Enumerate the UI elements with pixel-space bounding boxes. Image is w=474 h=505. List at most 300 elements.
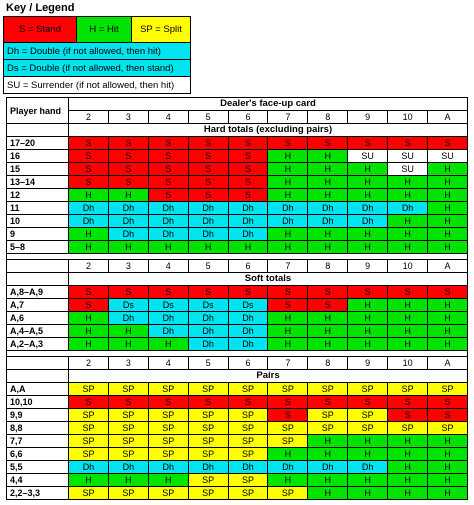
player-hand: 13–14 — [7, 176, 69, 189]
action-cell: SP — [388, 422, 428, 435]
action-cell: SP — [188, 487, 228, 500]
action-cell: Ds — [188, 299, 228, 312]
player-hand: 12 — [7, 189, 69, 202]
player-hand: A,A — [7, 383, 69, 396]
action-cell: H — [428, 338, 468, 351]
action-cell: S — [188, 176, 228, 189]
player-hand: 5,5 — [7, 461, 69, 474]
action-cell: Dh — [348, 215, 388, 228]
blank-cell — [7, 357, 69, 370]
action-cell: SP — [348, 383, 388, 396]
section-title-row — [7, 273, 468, 286]
action-cell: H — [69, 241, 109, 254]
strategy-table-body — [7, 98, 468, 500]
action-cell: S — [388, 286, 428, 299]
player-hand: 11 — [7, 202, 69, 215]
action-cell: H — [428, 461, 468, 474]
action-cell: S — [69, 150, 109, 163]
dealer-card-A: A — [428, 260, 468, 273]
blank-cell — [7, 260, 69, 273]
action-cell: H — [388, 474, 428, 487]
hand-row — [7, 241, 468, 254]
action-cell: S — [188, 137, 228, 150]
action-cell: Ds — [148, 299, 188, 312]
dealer-card-A: A — [428, 111, 468, 124]
legend-split: SP = Split — [132, 17, 191, 43]
action-cell: S — [348, 396, 388, 409]
action-cell: H — [428, 189, 468, 202]
action-cell: SP — [188, 435, 228, 448]
dealer-card-5: 5 — [188, 357, 228, 370]
action-cell: Dh — [69, 461, 109, 474]
action-cell: SP — [268, 435, 308, 448]
action-cell: Dh — [148, 202, 188, 215]
action-cell: Dh — [148, 312, 188, 325]
action-cell: H — [388, 435, 428, 448]
action-cell: S — [428, 137, 468, 150]
action-cell: Dh — [69, 202, 109, 215]
action-cell: S — [268, 396, 308, 409]
player-hand: A,6 — [7, 312, 69, 325]
legend-surrender: SU = Surrender (if not allowed, then hit) — [4, 77, 191, 94]
action-cell: H — [348, 487, 388, 500]
action-cell: H — [308, 474, 348, 487]
action-cell: H — [348, 176, 388, 189]
action-cell: Dh — [388, 202, 428, 215]
action-cell: S — [428, 396, 468, 409]
action-cell: SP — [108, 435, 148, 448]
player-hand: A,2–A,3 — [7, 338, 69, 351]
dealer-card-2: 2 — [69, 260, 109, 273]
hand-row — [7, 228, 468, 241]
action-cell: Dh — [188, 312, 228, 325]
dealer-card-2: 2 — [69, 357, 109, 370]
hand-row — [7, 137, 468, 150]
action-cell: SP — [69, 409, 109, 422]
action-cell: H — [268, 338, 308, 351]
action-cell: Dh — [108, 202, 148, 215]
player-hand: 15 — [7, 163, 69, 176]
dealer-card-4: 4 — [148, 111, 188, 124]
dealer-card-6: 6 — [228, 111, 268, 124]
action-cell: H — [348, 435, 388, 448]
action-cell: H — [348, 474, 388, 487]
action-cell: H — [428, 435, 468, 448]
action-cell: Dh — [228, 228, 268, 241]
action-cell: SP — [108, 422, 148, 435]
action-cell: S — [308, 396, 348, 409]
action-cell: H — [388, 228, 428, 241]
action-cell: SP — [228, 409, 268, 422]
dealer-card-10: 10 — [388, 357, 428, 370]
action-cell: H — [69, 338, 109, 351]
action-cell: H — [268, 163, 308, 176]
player-hand: 16 — [7, 150, 69, 163]
action-cell: H — [348, 189, 388, 202]
dealer-card-header: Dealer's face-up card — [69, 98, 468, 111]
player-hand: 2,2–3,3 — [7, 487, 69, 500]
action-cell: SP — [268, 487, 308, 500]
action-cell: H — [268, 150, 308, 163]
action-cell: H — [268, 176, 308, 189]
action-cell: SP — [188, 448, 228, 461]
hand-row — [7, 299, 468, 312]
action-cell: S — [228, 286, 268, 299]
player-hand: 6,6 — [7, 448, 69, 461]
hand-row — [7, 215, 468, 228]
action-cell: H — [348, 299, 388, 312]
action-cell: S — [148, 137, 188, 150]
dealer-card-row — [7, 111, 468, 124]
action-cell: SP — [69, 422, 109, 435]
hand-row — [7, 396, 468, 409]
action-cell: H — [268, 474, 308, 487]
action-cell: S — [108, 163, 148, 176]
dealer-card-8: 8 — [308, 357, 348, 370]
action-cell: H — [428, 474, 468, 487]
action-cell: H — [348, 448, 388, 461]
action-cell: S — [308, 137, 348, 150]
action-cell: S — [388, 137, 428, 150]
action-cell: H — [69, 228, 109, 241]
action-cell: Dh — [148, 325, 188, 338]
action-cell: SP — [148, 487, 188, 500]
hand-row — [7, 422, 468, 435]
player-hand: 7,7 — [7, 435, 69, 448]
dealer-card-4: 4 — [148, 357, 188, 370]
action-cell: H — [308, 448, 348, 461]
dealer-card-9: 9 — [348, 111, 388, 124]
action-cell: H — [228, 241, 268, 254]
strategy-table — [6, 97, 468, 500]
legend-double-stand: Ds = Double (if not allowed, then stand) — [4, 60, 191, 77]
action-cell: S — [228, 137, 268, 150]
action-cell: Dh — [148, 461, 188, 474]
action-cell: SP — [228, 487, 268, 500]
action-cell: SP — [228, 383, 268, 396]
hand-row — [7, 383, 468, 396]
dealer-card-10: 10 — [388, 111, 428, 124]
action-cell: S — [69, 176, 109, 189]
action-cell: S — [69, 286, 109, 299]
dealer-card-row — [7, 260, 468, 273]
action-cell: S — [228, 189, 268, 202]
dealer-card-4: 4 — [148, 260, 188, 273]
action-cell: S — [69, 163, 109, 176]
action-cell: S — [148, 150, 188, 163]
action-cell: S — [69, 137, 109, 150]
player-hand-header: Player hand — [7, 98, 69, 124]
player-hand: A,4–A,5 — [7, 325, 69, 338]
section-title-row — [7, 370, 468, 383]
action-cell: H — [428, 299, 468, 312]
action-cell: H — [388, 215, 428, 228]
action-cell: H — [388, 487, 428, 500]
action-cell: S — [348, 286, 388, 299]
action-cell: Dh — [188, 202, 228, 215]
action-cell: SP — [148, 448, 188, 461]
action-cell: Dh — [308, 202, 348, 215]
action-cell: H — [148, 338, 188, 351]
action-cell: H — [108, 474, 148, 487]
hand-row — [7, 189, 468, 202]
player-hand: 17–20 — [7, 137, 69, 150]
action-cell: S — [308, 299, 348, 312]
action-cell: Dh — [188, 461, 228, 474]
action-cell: H — [388, 189, 428, 202]
action-cell: H — [308, 163, 348, 176]
action-cell: Dh — [348, 202, 388, 215]
action-cell: S — [108, 396, 148, 409]
action-cell: H — [308, 487, 348, 500]
action-cell: S — [228, 176, 268, 189]
action-cell: Dh — [228, 215, 268, 228]
hand-row — [7, 474, 468, 487]
action-cell: SP — [228, 422, 268, 435]
action-cell: H — [69, 312, 109, 325]
hand-row — [7, 461, 468, 474]
action-cell: H — [268, 325, 308, 338]
action-cell: Dh — [228, 461, 268, 474]
action-cell: Ds — [108, 299, 148, 312]
action-cell: H — [388, 461, 428, 474]
action-cell: S — [348, 137, 388, 150]
action-cell: H — [268, 312, 308, 325]
action-cell: S — [268, 137, 308, 150]
action-cell: H — [308, 176, 348, 189]
blank-cell — [7, 124, 69, 137]
action-cell: H — [348, 241, 388, 254]
action-cell: S — [148, 176, 188, 189]
action-cell: H — [388, 338, 428, 351]
action-cell: SU — [348, 150, 388, 163]
action-cell: H — [108, 189, 148, 202]
action-cell: SP — [188, 383, 228, 396]
action-cell: H — [428, 241, 468, 254]
legend-stand: S = Stand — [4, 17, 77, 43]
legend-double-hit: Dh = Double (if not allowed, then hit) — [4, 43, 191, 60]
player-hand: 8,8 — [7, 422, 69, 435]
action-cell: S — [188, 189, 228, 202]
action-cell: S — [228, 150, 268, 163]
action-cell: SP — [148, 383, 188, 396]
action-cell: H — [108, 338, 148, 351]
action-cell: H — [428, 163, 468, 176]
action-cell: Dh — [308, 461, 348, 474]
hand-row — [7, 163, 468, 176]
action-cell: SP — [188, 409, 228, 422]
action-cell: H — [308, 338, 348, 351]
action-cell: S — [108, 286, 148, 299]
action-cell: H — [428, 448, 468, 461]
action-cell: Dh — [188, 338, 228, 351]
action-cell: SP — [268, 383, 308, 396]
action-cell: H — [428, 487, 468, 500]
action-cell: Dh — [108, 215, 148, 228]
action-cell: Dh — [268, 461, 308, 474]
dealer-card-A: A — [428, 357, 468, 370]
action-cell: Dh — [108, 312, 148, 325]
action-cell: SP — [268, 422, 308, 435]
action-cell: H — [69, 189, 109, 202]
dealer-card-5: 5 — [188, 111, 228, 124]
action-cell: SP — [228, 474, 268, 487]
action-cell: S — [148, 163, 188, 176]
action-cell: H — [388, 325, 428, 338]
dealer-card-7: 7 — [268, 260, 308, 273]
action-cell: H — [69, 325, 109, 338]
action-cell: SU — [388, 163, 428, 176]
section-title: Soft totals — [69, 273, 468, 286]
dealer-card-9: 9 — [348, 260, 388, 273]
action-cell: SP — [308, 409, 348, 422]
action-cell: H — [428, 312, 468, 325]
action-cell: H — [308, 241, 348, 254]
action-cell: S — [108, 150, 148, 163]
action-cell: H — [428, 228, 468, 241]
action-cell: Dh — [188, 228, 228, 241]
hand-row — [7, 487, 468, 500]
action-cell: H — [308, 189, 348, 202]
action-cell: H — [108, 241, 148, 254]
action-cell: Ds — [228, 299, 268, 312]
player-hand: 5–8 — [7, 241, 69, 254]
legend-table — [3, 16, 191, 94]
action-cell: S — [108, 137, 148, 150]
action-cell: Dh — [148, 228, 188, 241]
action-cell: H — [108, 325, 148, 338]
action-cell: H — [69, 474, 109, 487]
action-cell: Dh — [348, 461, 388, 474]
action-cell: SP — [228, 435, 268, 448]
action-cell: SP — [348, 422, 388, 435]
legend-title: Key / Legend — [6, 2, 75, 14]
player-hand: 9,9 — [7, 409, 69, 422]
action-cell: H — [308, 228, 348, 241]
action-cell: S — [188, 286, 228, 299]
action-cell: S — [268, 299, 308, 312]
action-cell: SP — [108, 487, 148, 500]
action-cell: H — [348, 338, 388, 351]
action-cell: Dh — [228, 312, 268, 325]
action-cell: H — [348, 325, 388, 338]
action-cell: SP — [69, 487, 109, 500]
action-cell: Dh — [188, 325, 228, 338]
action-cell: S — [188, 396, 228, 409]
action-cell: H — [188, 241, 228, 254]
action-cell: Dh — [268, 215, 308, 228]
action-cell: H — [348, 312, 388, 325]
dealer-card-6: 6 — [228, 357, 268, 370]
action-cell: H — [308, 312, 348, 325]
action-cell: SU — [388, 150, 428, 163]
dealer-card-row — [7, 357, 468, 370]
action-cell: S — [308, 286, 348, 299]
action-cell: SP — [108, 448, 148, 461]
action-cell: H — [388, 448, 428, 461]
action-cell: H — [428, 176, 468, 189]
action-cell: Dh — [228, 325, 268, 338]
section-title-row — [7, 124, 468, 137]
action-cell: H — [308, 150, 348, 163]
dealer-card-3: 3 — [108, 111, 148, 124]
action-cell: H — [428, 202, 468, 215]
action-cell: SP — [188, 422, 228, 435]
action-cell: S — [148, 396, 188, 409]
dealer-card-3: 3 — [108, 260, 148, 273]
action-cell: S — [188, 163, 228, 176]
action-cell: S — [228, 163, 268, 176]
action-cell: S — [388, 409, 428, 422]
blank-cell — [7, 273, 69, 286]
action-cell: H — [268, 228, 308, 241]
section-title: Pairs — [69, 370, 468, 383]
action-cell: S — [388, 396, 428, 409]
section-title: Hard totals (excluding pairs) — [69, 124, 468, 137]
dealer-card-7: 7 — [268, 357, 308, 370]
action-cell: Dh — [308, 215, 348, 228]
action-cell: S — [228, 396, 268, 409]
hand-row — [7, 338, 468, 351]
action-cell: Dh — [108, 228, 148, 241]
action-cell: SP — [348, 409, 388, 422]
dealer-card-7: 7 — [268, 111, 308, 124]
action-cell: SP — [148, 409, 188, 422]
dealer-card-6: 6 — [228, 260, 268, 273]
action-cell: H — [348, 228, 388, 241]
action-cell: H — [268, 448, 308, 461]
hand-row — [7, 176, 468, 189]
player-hand: A,7 — [7, 299, 69, 312]
action-cell: SP — [69, 435, 109, 448]
player-hand: 10,10 — [7, 396, 69, 409]
action-cell: S — [268, 409, 308, 422]
action-cell: Dh — [108, 461, 148, 474]
dealer-card-2: 2 — [69, 111, 109, 124]
action-cell: SP — [108, 409, 148, 422]
action-cell: SU — [428, 150, 468, 163]
action-cell: H — [348, 163, 388, 176]
hand-row — [7, 286, 468, 299]
action-cell: SP — [388, 383, 428, 396]
action-cell: S — [268, 286, 308, 299]
action-cell: SP — [108, 383, 148, 396]
action-cell: SP — [428, 383, 468, 396]
action-cell: S — [428, 286, 468, 299]
hand-row — [7, 409, 468, 422]
action-cell: H — [148, 474, 188, 487]
hand-row — [7, 435, 468, 448]
action-cell: Dh — [268, 202, 308, 215]
blank-cell — [7, 370, 69, 383]
action-cell: SP — [308, 383, 348, 396]
action-cell: Dh — [188, 215, 228, 228]
action-cell: SP — [148, 435, 188, 448]
legend-hit: H = Hit — [77, 17, 132, 43]
action-cell: Dh — [228, 338, 268, 351]
action-cell: H — [388, 312, 428, 325]
action-cell: Dh — [148, 215, 188, 228]
hand-row — [7, 202, 468, 215]
action-cell: H — [388, 241, 428, 254]
action-cell: H — [428, 325, 468, 338]
player-hand: 10 — [7, 215, 69, 228]
action-cell: SP — [188, 474, 228, 487]
dealer-card-8: 8 — [308, 111, 348, 124]
action-cell: S — [69, 396, 109, 409]
action-cell: S — [148, 286, 188, 299]
action-cell: SP — [148, 422, 188, 435]
